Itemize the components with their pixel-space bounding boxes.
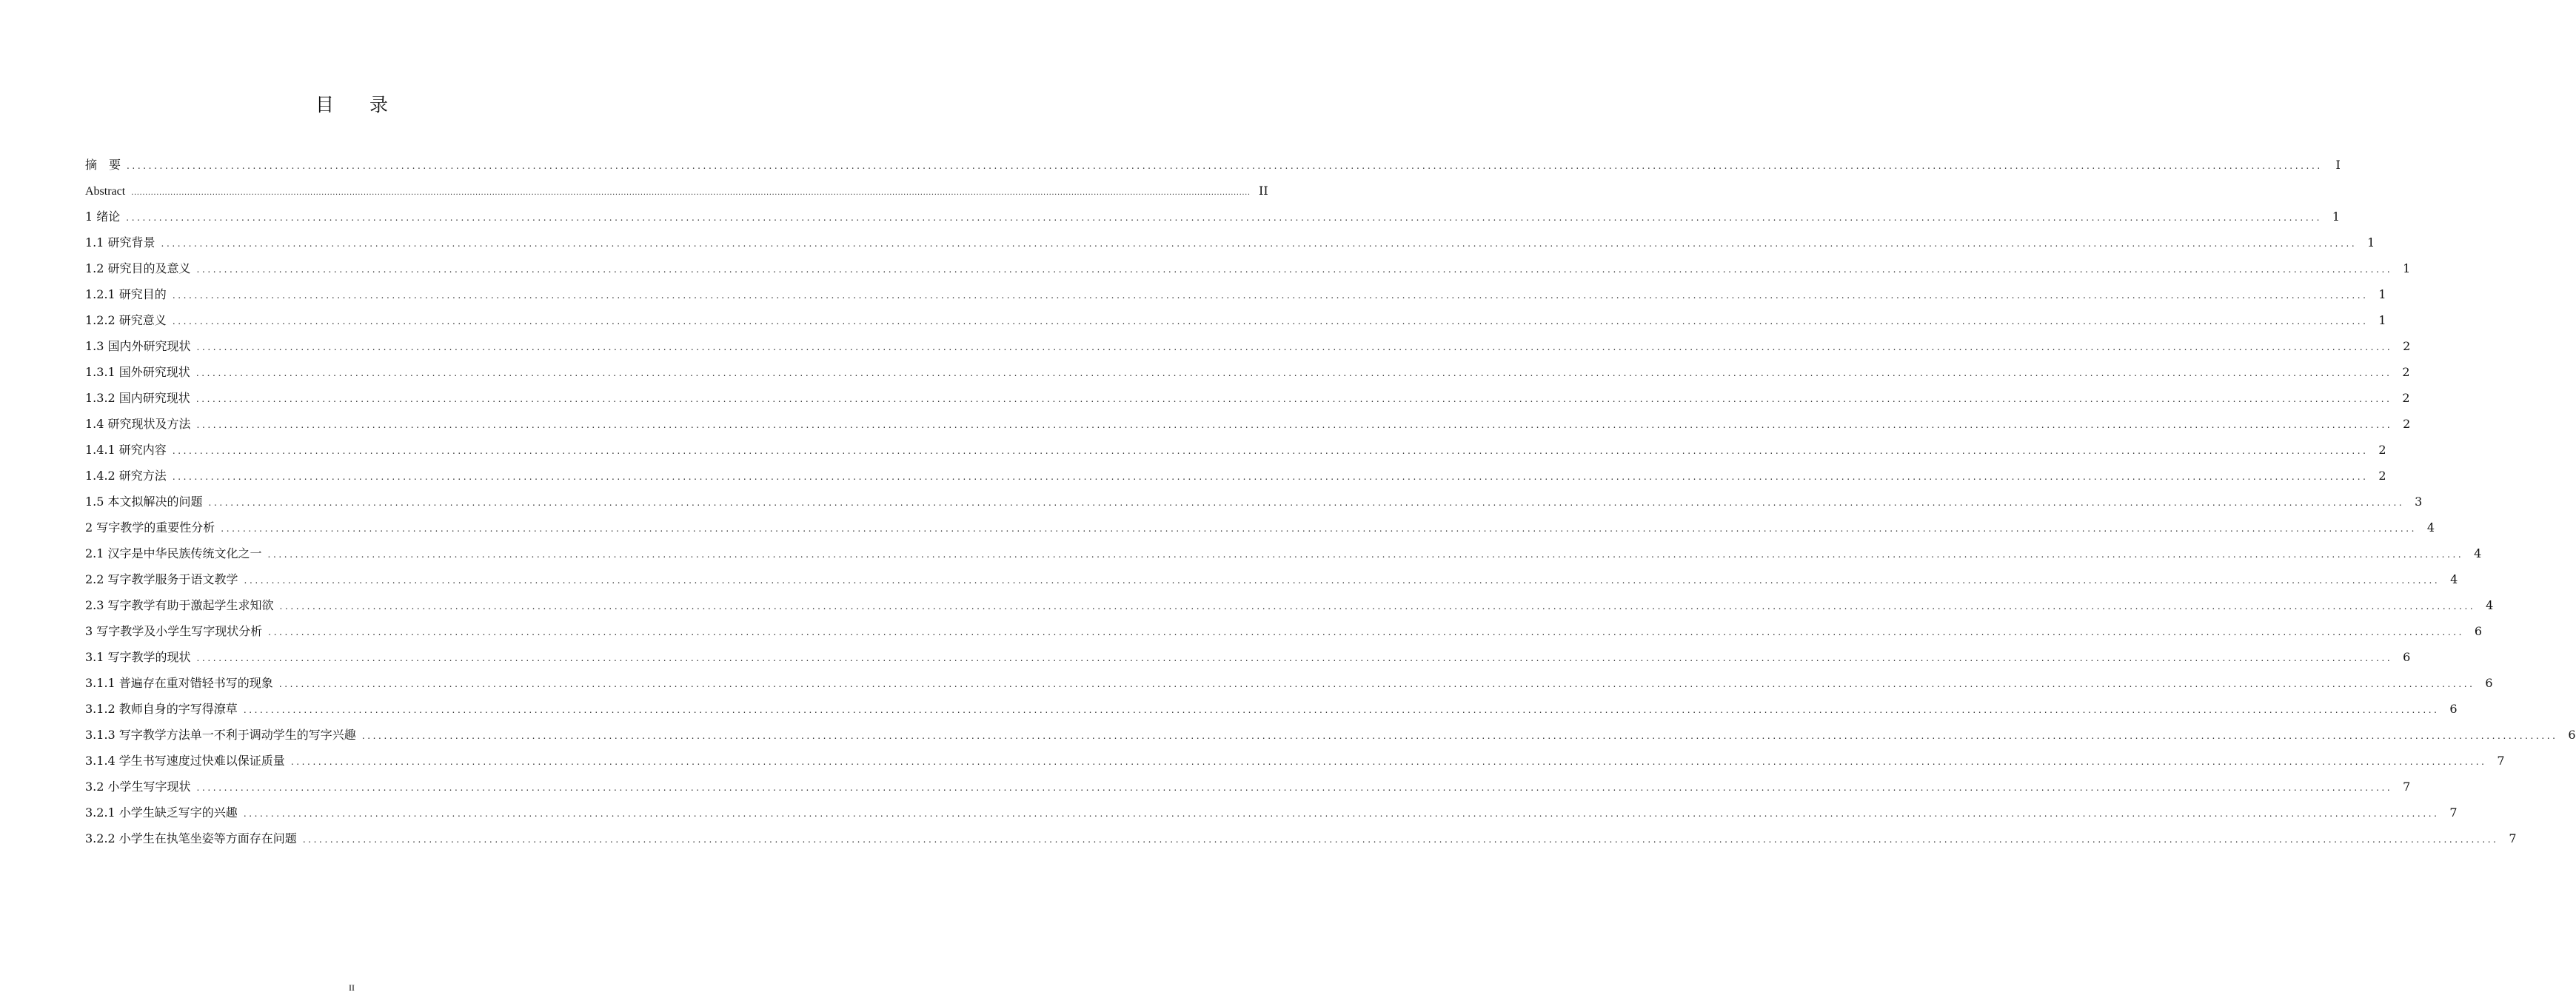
toc-entry-page: 7 xyxy=(2509,831,2517,845)
toc-entry[interactable] xyxy=(85,181,1268,207)
toc-entry-label: 1.3.1 国外研究现状 xyxy=(85,365,190,379)
toc-dot-leader: ................................................................................................................................................................................................................................................................................................................................................................................................................ xyxy=(278,679,2475,689)
toc-entry[interactable] xyxy=(85,363,2410,389)
toc-entry-label: 1.3.2 国内研究现状 xyxy=(85,391,190,405)
toc-entry-page: 6 xyxy=(2474,624,2483,638)
toc-entry[interactable] xyxy=(85,570,2458,596)
toc-entry-label: 3 写字教学及小学生写字现状分析 xyxy=(85,624,263,638)
toc-entry-label: 3.2 小学生写字现状 xyxy=(85,780,191,794)
toc-entry-page: 2 xyxy=(2378,443,2386,457)
toc-entry-page: 1 xyxy=(2332,210,2341,224)
toc-entry-label: 1.2.2 研究意义 xyxy=(85,313,167,327)
toc-entry[interactable] xyxy=(85,207,2341,233)
toc-entry-label: 1.1 研究背景 xyxy=(85,235,155,249)
toc-entry-label: 3.2.2 小学生在执笔坐姿等方面存在问题 xyxy=(85,831,297,845)
toc-entry[interactable] xyxy=(85,622,2483,648)
toc-dot-leader: ................................................................................................................................................................................................................................................................................................................................................................................................................ xyxy=(302,834,2499,845)
toc-entry-page: 6 xyxy=(2403,650,2411,664)
toc-entry[interactable] xyxy=(85,389,2410,415)
toc-entry-label: 1.2.1 研究目的 xyxy=(85,287,167,301)
toc-entry[interactable] xyxy=(85,337,2411,363)
toc-dot-leader: ................................................................................................................................................................................................................................................................................................................................................................................................................ xyxy=(196,264,2393,275)
toc-dot-leader: ................................................................................................................................................................................................................................................................................................................................................................................................................ xyxy=(243,705,2440,715)
toc-dot-leader: ................................................................................................................................................................................................................................................................................................................................................................................................................ xyxy=(195,394,2392,404)
toc-dot-leader: ................................................................................................................................................................................................................................................................................................................................................................................................................ xyxy=(267,549,2464,560)
toc-entry-page: 2 xyxy=(2403,417,2411,431)
toc-entry[interactable] xyxy=(85,415,2411,440)
toc-entry-label: 3.2.1 小学生缺乏写字的兴趣 xyxy=(85,805,238,820)
toc-entry[interactable] xyxy=(85,440,2386,466)
toc-entry[interactable] xyxy=(85,596,2494,622)
toc-dot-leader: ................................................................................................................................................................................................................................................................................................................................................................................................................ xyxy=(195,368,2392,378)
toc-entry-label: 3.1.4 学生书写速度过快难以保证质量 xyxy=(85,754,285,768)
toc-entry[interactable] xyxy=(85,803,2458,829)
toc-dot-leader: ................................................................................................................................................................................................................................................................................................................................................................................................................ xyxy=(243,808,2440,819)
toc-entry[interactable] xyxy=(85,544,2482,570)
toc-dot-leader: ................................................................................................................................................................................................................................................................................................................................................................................................................ xyxy=(196,342,2393,352)
toc-entry[interactable] xyxy=(85,233,2375,259)
toc-dot-leader: ................................................................................................................................................................................................................................................................................................................................................................................................................ xyxy=(221,523,2418,534)
toc-entry[interactable] xyxy=(85,751,2505,777)
toc-dot-leader: ................................................................................................................................................................................................................................................................................................................................................................................................................ xyxy=(196,783,2393,793)
toc-entry-page: 2 xyxy=(2403,339,2411,353)
toc-dot-leader: ................................................................................................................................................................................................................................................................................................................................................................................................................ xyxy=(172,472,2369,482)
toc-entry-page: I xyxy=(2335,158,2341,172)
toc-dot-leader: ................................................................................................................................................................................................................................................................................................................................................................................................................ xyxy=(126,212,2323,223)
page-title: 目 录 xyxy=(315,94,403,115)
toc-entry[interactable] xyxy=(85,700,2458,726)
toc-entry-page: 2 xyxy=(2378,469,2386,483)
toc-entry-page: 1 xyxy=(2403,261,2411,275)
toc-dot-leader: ................................................................................................................................................................................................................................................................................................................................................................................................................ xyxy=(208,498,2405,508)
toc-entry-page: 7 xyxy=(2497,754,2505,768)
toc-dot-leader: ................................................................................................................................................................................................................................................................................................................................................................................................................ xyxy=(161,238,2358,249)
toc-entry-label: 1.2 研究目的及意义 xyxy=(85,261,191,275)
toc-entry-label: 2.2 写字教学服务于语文教学 xyxy=(85,572,238,586)
toc-entry-page: 4 xyxy=(2450,572,2458,586)
toc-entry-page: 2 xyxy=(2402,391,2410,405)
toc-entry-label: 1 绪论 xyxy=(85,210,121,224)
toc-dot-leader: ................................................................................................................................................................................................................................................................................................................................................................................................................ xyxy=(172,290,2369,301)
toc-entry[interactable] xyxy=(85,648,2411,674)
toc-dot-leader: ................................................................................................................................................................................................................................................................................................................................................................................................................ xyxy=(268,627,2465,637)
toc-entry[interactable] xyxy=(85,674,2493,700)
toc-entry-page: 6 xyxy=(2568,728,2576,742)
toc-entry-label: 1.4 研究现状及方法 xyxy=(85,417,191,431)
toc-dot-leader: ................................................................................................................................................................................................................................................................................................................................................................................................................ xyxy=(127,161,2323,171)
toc-entry-label: 2.3 写字教学有助于激起学生求知欲 xyxy=(85,598,274,612)
toc-entry[interactable] xyxy=(85,311,2386,337)
toc-entry-label: 1.5 本文拟解决的问题 xyxy=(85,495,203,509)
toc-entry-page: 7 xyxy=(2449,805,2458,820)
toc-entry[interactable] xyxy=(85,829,2517,855)
toc-entry-label: 3.1.3 写字教学方法单一不利于调动学生的写字兴趣 xyxy=(85,728,356,742)
toc-entry-page: 6 xyxy=(2485,676,2493,690)
toc-entry-page: 1 xyxy=(2367,235,2375,249)
toc-entry[interactable] xyxy=(85,285,2386,311)
toc-entry[interactable] xyxy=(85,777,2411,803)
toc-entry-page: 3 xyxy=(2415,495,2423,509)
toc-entry-label: 2.1 汉字是中华民族传统文化之一 xyxy=(85,546,262,560)
toc-dot-leader: ................................................................................................................................................................................................................................................................................................................................................................................................................ xyxy=(196,420,2393,430)
toc-entry-page: 2 xyxy=(2402,365,2410,379)
toc-dot-leader: ................................................................................................................................................................................................................................................................................................................................................................................................................ xyxy=(290,757,2487,767)
toc-entry-page: 4 xyxy=(2486,598,2494,612)
toc-entry-page: 1 xyxy=(2378,313,2386,327)
toc-dot-leader: ................................................................................................................................................................................................................................................................................................................................................................................................................ xyxy=(196,653,2393,663)
toc-entry-page: II xyxy=(1259,184,1268,198)
toc-entry[interactable] xyxy=(85,492,2423,518)
toc-dot-leader: ................................................................................................................................................................................................................................................................................................................................................................................................................ xyxy=(361,731,2558,741)
toc-dot-leader: ................................................................................................................................................................................................................................................................................................................................................................................................................ xyxy=(172,316,2369,326)
toc-dot-leader: ................................................................................................................................................................................................................................................................................................................................................................................................................ xyxy=(279,601,2476,612)
toc-entry-label: 2 写字教学的重要性分析 xyxy=(85,520,215,535)
table-of-contents xyxy=(85,155,2576,855)
toc-entry-label: 1.3 国内外研究现状 xyxy=(85,339,191,353)
toc-entry[interactable] xyxy=(85,518,2435,544)
toc-entry-page: 4 xyxy=(2474,546,2482,560)
toc-entry[interactable] xyxy=(85,466,2386,492)
toc-entry[interactable] xyxy=(85,259,2411,285)
toc-entry-label: Abstract xyxy=(85,185,126,198)
toc-entry[interactable] xyxy=(85,726,2576,751)
toc-entry-page: 4 xyxy=(2426,520,2435,535)
toc-entry[interactable] xyxy=(85,155,2341,181)
page-number-footer: II xyxy=(349,982,355,993)
toc-dot-leader: ................................................................................................................................................................................................................................................................................................................................................................................................................ xyxy=(172,446,2369,456)
toc-dot-leader: ................................................................................................................................................................................................................................................................................................................................................................................................................ xyxy=(131,189,1251,197)
toc-entry-label: 3.1 写字教学的现状 xyxy=(85,650,191,664)
toc-entry-label: 1.4.1 研究内容 xyxy=(85,443,167,457)
toc-entry-page: 1 xyxy=(2378,287,2386,301)
toc-dot-leader: ................................................................................................................................................................................................................................................................................................................................................................................................................ xyxy=(244,575,2440,586)
toc-entry-label: 3.1.1 普遍存在重对错轻书写的现象 xyxy=(85,676,273,690)
toc-entry-label: 摘 要 xyxy=(85,158,121,172)
toc-entry-label: 1.4.2 研究方法 xyxy=(85,469,167,483)
toc-entry-page: 6 xyxy=(2449,702,2458,716)
toc-entry-label: 3.1.2 教师自身的字写得潦草 xyxy=(85,702,238,716)
toc-entry-page: 7 xyxy=(2403,780,2411,794)
